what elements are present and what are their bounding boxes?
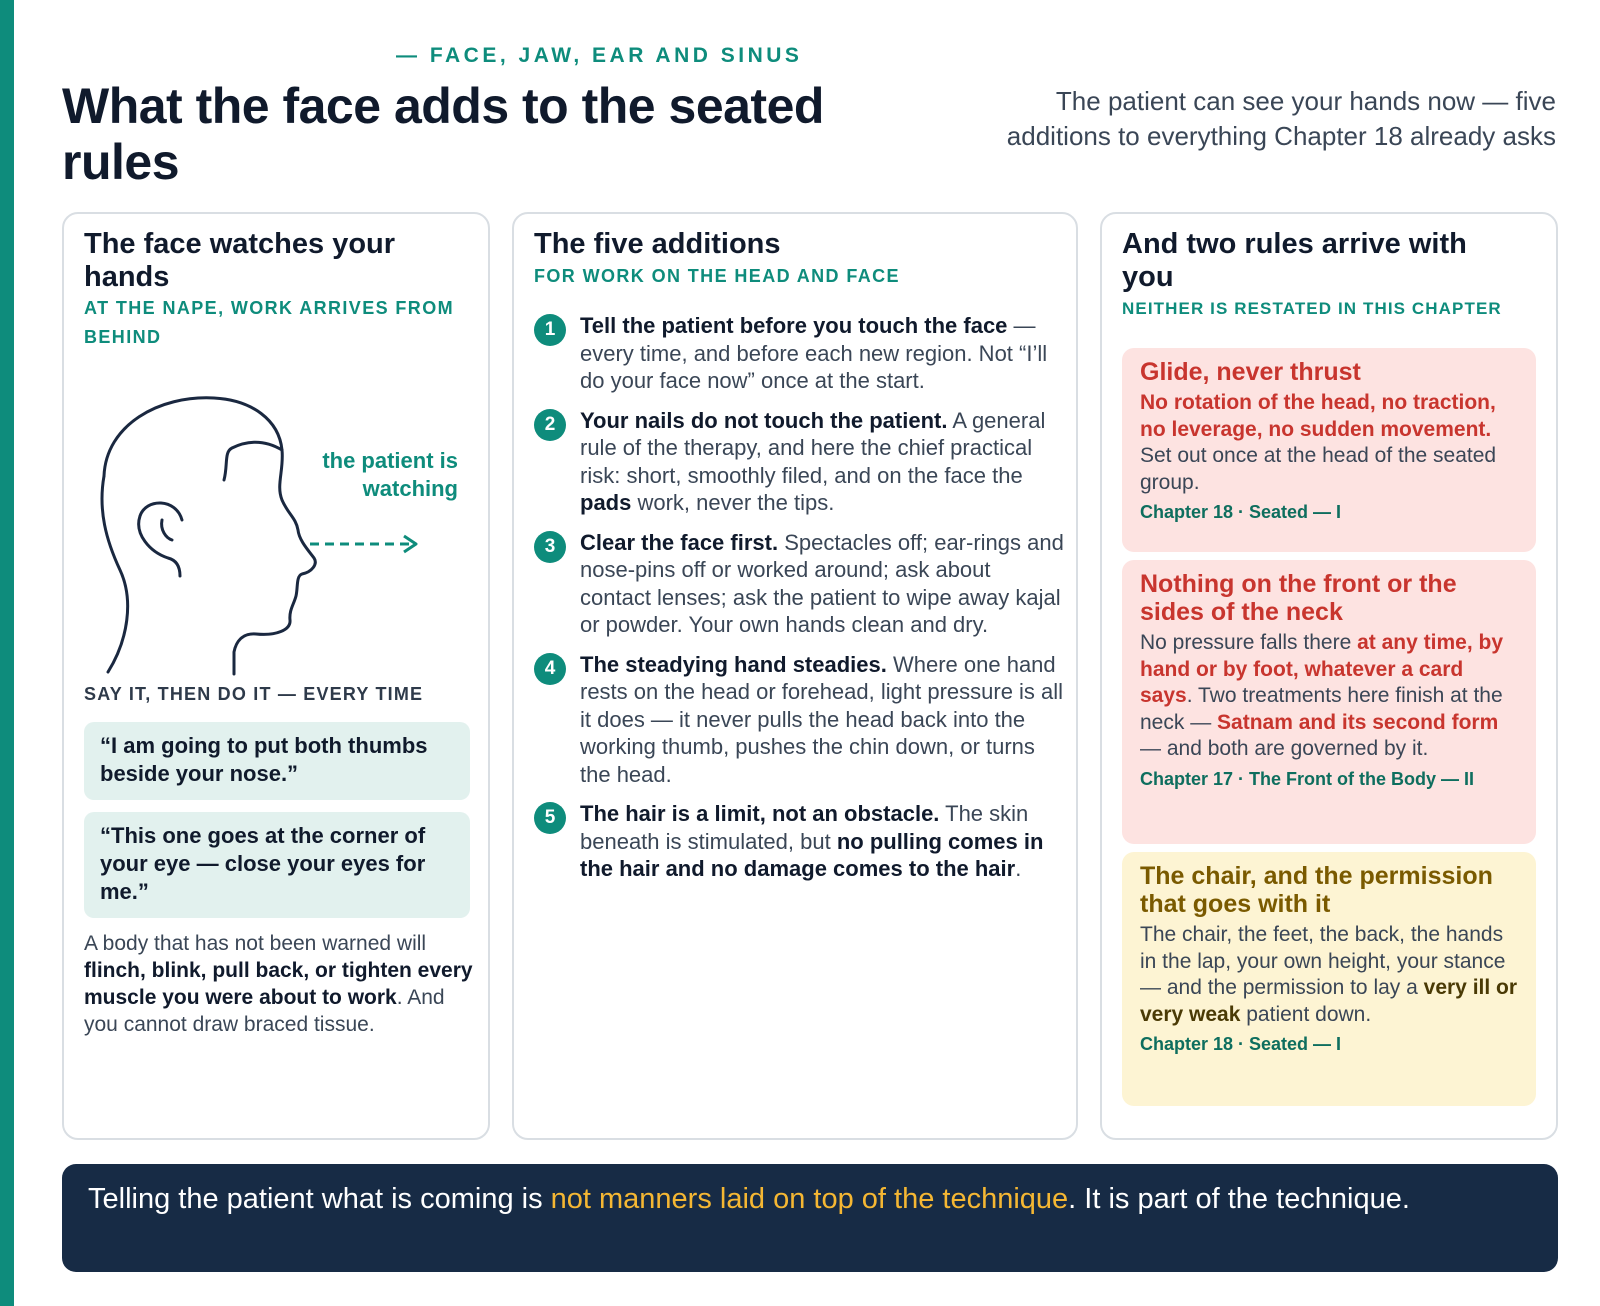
rule-title: Glide, never thrust xyxy=(1140,358,1361,386)
card-title: The five additions xyxy=(534,228,781,260)
rule-title: Nothing on the front or the sides of the neck xyxy=(1140,570,1457,626)
rule-body: No pressure falls there at any time, by hand or by foot, whatever a card says. Two treatments here finish at the neck — Satnam and its second form — and both are governed by it. xyxy=(1140,631,1503,760)
card-five-additions xyxy=(512,212,1078,1140)
warning-text: A body that has not been warned will flinch, blink, pull back, or tighten every muscle you were about to work. And you cannot draw braced tissue. xyxy=(84,932,473,1036)
rule-glide xyxy=(1122,348,1536,552)
card-title: And two rules arrive with you xyxy=(1122,228,1467,293)
rule-reference: Chapter 17 · The Front of the Body — II xyxy=(1140,768,1475,789)
say-it-label: SAY IT, THEN DO IT — EVERY TIME xyxy=(84,684,424,704)
number-badge: 3 xyxy=(534,531,566,563)
card-subtitle: AT THE NAPE, WORK ARRIVES FROM BEHIND xyxy=(84,298,454,347)
page-lede: The patient can see your hands now — five additions to everything Chapter 18 already asks xyxy=(1006,86,1556,151)
rule-reference: Chapter 18 · Seated — I xyxy=(1140,502,1342,522)
card-subtitle: NEITHER IS RESTATED IN THIS CHAPTER xyxy=(1122,299,1502,318)
rule-chair xyxy=(1122,852,1536,1106)
card-subtitle: FOR WORK ON THE HEAD AND FACE xyxy=(534,266,900,286)
list-item: 2 Your nails do not touch the patient. A general rule of the therapy, and here the chief practical risk: short, smoothly filed, and on the face the pads work, never the tips. xyxy=(534,407,1064,517)
footer-callout: Telling the patient what is coming is not manners laid on top of the technique. It is part of the technique. xyxy=(62,1164,1558,1272)
page-title: What the face adds to the seated rules xyxy=(62,78,824,190)
rule-title: The chair, and the permission that goes with it xyxy=(1140,862,1493,918)
rule-neck xyxy=(1122,560,1536,844)
additions-list xyxy=(534,312,1064,895)
list-item: 1 Tell the patient before you touch the face — every time, and before each new region. Not “I’ll do your face now” once at the start. xyxy=(534,312,1064,395)
card-two-rules xyxy=(1100,212,1558,1140)
rule-reference: Chapter 18 · Seated — I xyxy=(1140,1034,1342,1054)
list-item: 5 The hair is a limit, not an obstacle. The skin beneath is stimulated, but no pulling comes in the hair and no damage comes to the hair. xyxy=(534,800,1064,883)
number-badge: 4 xyxy=(534,653,566,685)
head-profile-icon xyxy=(84,390,464,676)
list-item: 4 The steadying hand steadies. Where one hand rests on the head or forehead, light pressure is all it does — it never pulls the head back into the working thumb, pushes the chin down, or turns the head. xyxy=(534,651,1064,789)
patient-watching-label: the patient is watching xyxy=(322,448,458,501)
card-face-watches xyxy=(62,212,490,1140)
quote-thumbs: “I am going to put both thumbs beside your nose.” xyxy=(84,722,470,800)
number-badge: 1 xyxy=(534,314,566,346)
accent-bar xyxy=(0,0,14,1306)
quote-eye: “This one goes at the corner of your eye — close your eyes for me.” xyxy=(84,812,470,918)
number-badge: 5 xyxy=(534,802,566,834)
section-kicker: — FACE, JAW, EAR AND SINUS xyxy=(396,44,803,67)
rule-body: The chair, the feet, the back, the hands in the lap, your own height, your stance — and the permission to lay a very ill or very weak patient down. xyxy=(1140,923,1518,1026)
list-item: 3 Clear the face first. Spectacles off; ear-rings and nose-pins off or worked around; ask about contact lenses; ask the patient to wipe away kajal or powder. Your own hands clean and dry. xyxy=(534,529,1064,639)
card-title: The face watches your hands xyxy=(84,228,396,293)
number-badge: 2 xyxy=(534,409,566,441)
rule-body: No rotation of the head, no traction, no leverage, no sudden movement. Set out once at the head of the seated group. xyxy=(1140,391,1497,494)
